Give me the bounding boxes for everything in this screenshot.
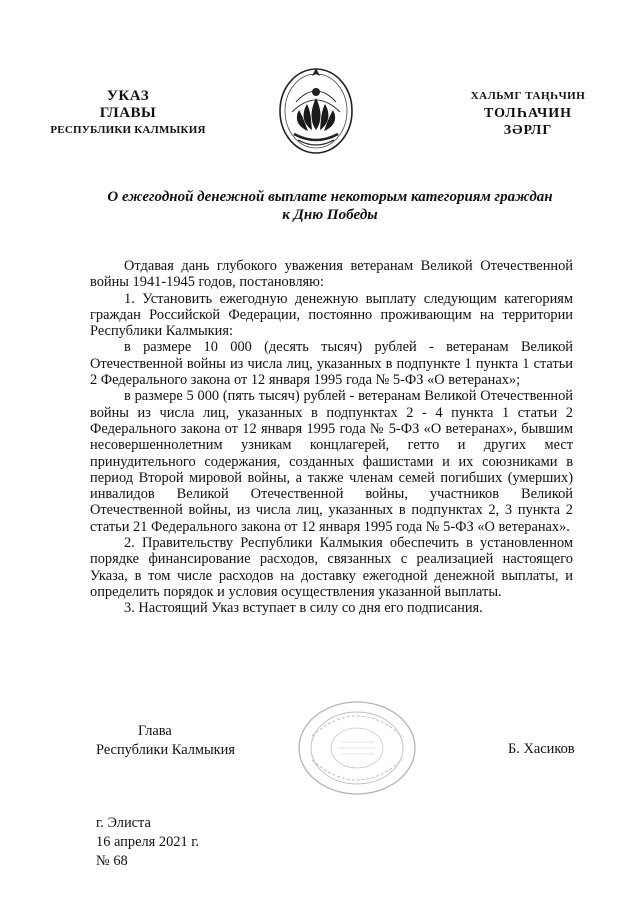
body-paragraph: 3. Настоящий Указ вступает в силу со дня его подписания.: [124, 600, 483, 617]
header-left-line1: УКАЗ: [106, 88, 150, 104]
body-paragraph: в размере 10 000 (десять тысяч) рублей - ветеранам Великой Отечественной войны из числа лиц, указанных в подпункте 1 пункта 1 статьи 2 Федерального закона от 12 января 1995 года № 5-ФЗ «О ветеранах»;: [90, 339, 573, 389]
header-left-line2: ГЛАВЫ: [99, 105, 157, 121]
header-left-block: [28, 88, 228, 139]
signatory-title-line1: Глава: [138, 723, 172, 739]
signatory-title-line2: Республики Калмыкия: [96, 742, 235, 758]
signatory-name: Б. Хасиков: [508, 741, 575, 757]
coat-of-arms-icon: [276, 62, 356, 156]
header-left-line3: РЕСПУБЛИКИ КАЛМЫКИЯ: [50, 124, 206, 136]
decree-title-line1: О ежегодной денежной выплате некоторым категориям граждан: [107, 189, 553, 205]
header-right-line2: ТОЛҺАЧИН: [483, 106, 573, 121]
signatory-title: [96, 722, 235, 760]
decree-title-line2: к Дню Победы: [282, 207, 378, 223]
stamp-icon: [292, 698, 422, 798]
body-paragraph: Отдавая дань глубокого уважения ветеранам Великой Отечественной войны 1941-1945 годов, постановляю:: [90, 258, 573, 291]
footer-city: г. Элиста: [96, 815, 151, 831]
body-paragraph: 2. Правительству Республики Калмыкия обеспечить в установленном порядке финансирование расходов, связанных с реализацией настоящего Указа, в том числе расходов на доставку ежегодной денежной выплаты, и определить порядок и условия осуществления указанной выплаты.: [90, 535, 573, 600]
footer-date: 16 апреля 2021 г.: [96, 834, 200, 850]
decree-footer: [96, 814, 199, 871]
header-right-line1: ХАЛЬМГ ТАҢҺЧИН: [470, 90, 586, 102]
header-right-block: [428, 88, 628, 139]
footer-number: № 68: [96, 853, 128, 869]
decree-body: [90, 258, 573, 617]
header-right-line3: ЗӘРЛГ: [503, 123, 553, 138]
decree-title: [60, 188, 600, 224]
body-paragraph: 1. Установить ежегодную денежную выплату следующим категориям граждан Российской Федерации, постоянно проживающим на территории Республики Калмыкия:: [90, 290, 573, 340]
body-paragraph: в размере 5 000 (пять тысяч) рублей - ветеранам Великой Отечественной войны из числа лиц, указанных в подпунктах 2 - 4 пункта 1 статьи 2 Федерального закона от 12 января 1995 года № 5-ФЗ «О ветеранах», бывшим несовершеннолетним узникам концлагерей, гетто и других мест принудительного содержания, созданных фашистами и их союзниками в период Второй мировой войны, а также членам семей погибших (умерших) инвалидов Великой Отечественной войны, участников Великой Отечественной войны, из числа лиц, указанных в подпунктах 2, 3 пункта 2 статьи 21 Федерального закона от 12 января 1995 года № 5-ФЗ «О ветеранах».: [90, 388, 573, 535]
